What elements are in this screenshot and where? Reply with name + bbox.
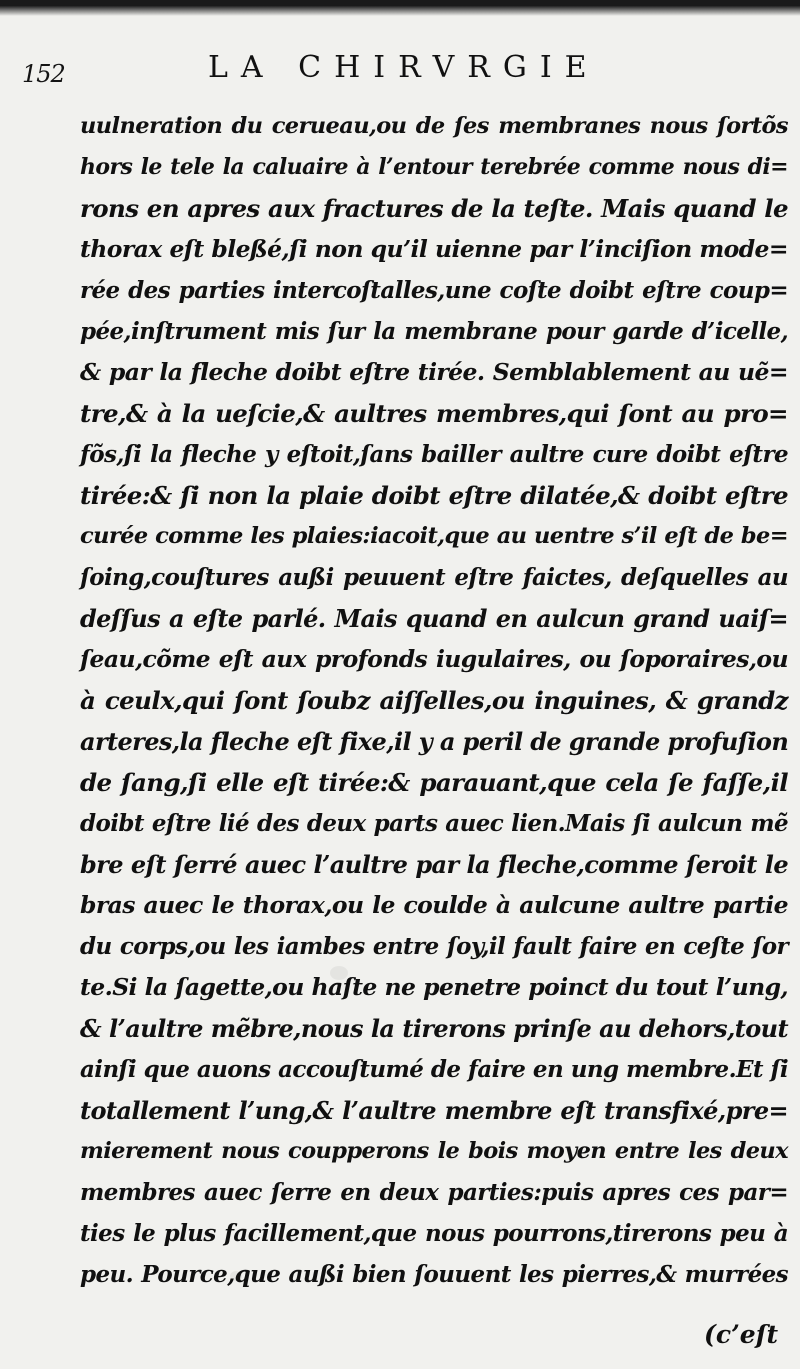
text-line: bras auec le thorax,ou le coulde à aulcune aultre partie bbox=[80, 891, 788, 919]
running-head: LA CHIRVRGIE bbox=[208, 50, 600, 85]
book-page bbox=[0, 6, 800, 1369]
page-header bbox=[0, 46, 800, 106]
text-line: du corps,ou les iambes entre ſoy,il fault faire en ceſte ſor bbox=[80, 933, 788, 960]
text-line: ſoing,couſtures außi peuuent eſtre faictes, deſquelles au bbox=[80, 564, 788, 591]
text-line: de ſang,ſi elle eſt tirée:& parauant,que cela ſe faſſe,il bbox=[80, 768, 788, 797]
text-line: curée comme les plaies:iacoit,que au uentre s’il eſt de be= bbox=[80, 523, 788, 549]
text-line: fõs,ſi la fleche y eſtoit,ſans bailler aultre cure doibt eſtre bbox=[80, 441, 788, 468]
page-number: 152 bbox=[22, 60, 65, 88]
text-line: ainſi que auons accouſtumé de faire en ung membre.Et ſi bbox=[80, 1056, 788, 1083]
text-line: mierement nous coupperons le bois moyen entre les deux bbox=[80, 1138, 788, 1164]
body-text bbox=[80, 106, 788, 1295]
text-line: rée des parties intercoſtalles,une coſte doibt eſtre coup= bbox=[80, 277, 788, 304]
text-line: ties le plus facillement,que nous pourrons,tirerons peu à bbox=[80, 1220, 788, 1247]
text-line: à ceulx,qui ſont ſoubz aiſſelles,ou inguines, & grandz bbox=[80, 686, 788, 715]
text-line: doibt eſtre lié des deux parts auec lien.Mais ſi aulcun mẽ bbox=[80, 810, 788, 837]
text-line: hors le tele la caluaire à l’entour terebrée comme nous di= bbox=[80, 154, 788, 180]
text-line: bre eſt ſerré auec l’aultre par la fleche,comme ſeroit le bbox=[80, 850, 788, 879]
catchword: (c’eſt bbox=[704, 1320, 778, 1349]
text-line: & l’aultre mẽbre,nous la tirerons prinſe au dehors,tout bbox=[80, 1014, 788, 1043]
text-line: thorax eſt bleßé,ſi non qu’il uienne par l’inciſion mode= bbox=[80, 235, 788, 263]
text-line: peu. Pource,que außi bien ſouuent les pierres,& murrées bbox=[80, 1261, 788, 1288]
text-line: arteres,la fleche eſt fixe,il y a peril de grande profuſion bbox=[80, 727, 789, 756]
text-line: ſeau,cõme eſt aux profonds iugulaires, ou ſoporaires,ou bbox=[80, 645, 788, 673]
text-line: membres auec ſerre en deux parties:puis apres ces par= bbox=[80, 1179, 788, 1206]
text-line: te.Si la ſagette,ou haſte ne penetre poinct du tout l’ung, bbox=[80, 973, 788, 1001]
text-line: tirée:& ſi non la plaie doibt eſtre dilatée,& doibt eſtre bbox=[80, 481, 788, 510]
text-line: totallement l’ung,& l’aultre membre eſt transfixé,pre= bbox=[80, 1096, 788, 1125]
text-line: & par la fleche doibt eſtre tirée. Semblablement au uẽ= bbox=[80, 358, 788, 386]
page-top-edge bbox=[0, 6, 800, 16]
text-line: rons en apres aux fractures de la teſte. Mais quand le bbox=[80, 194, 788, 223]
text-line: uulneration du cerueau,ou de ſes membranes nous ſortõs bbox=[80, 113, 788, 139]
text-line: deſſus a eſte parlé. Mais quand en aulcun grand uaiſ= bbox=[80, 604, 788, 633]
text-line: tre,& à la ueſcie,& aultres membres,qui ſont au pro= bbox=[80, 399, 788, 428]
text-line: pée,inſtrument mis ſur la membrane pour garde d’icelle, bbox=[80, 318, 788, 345]
